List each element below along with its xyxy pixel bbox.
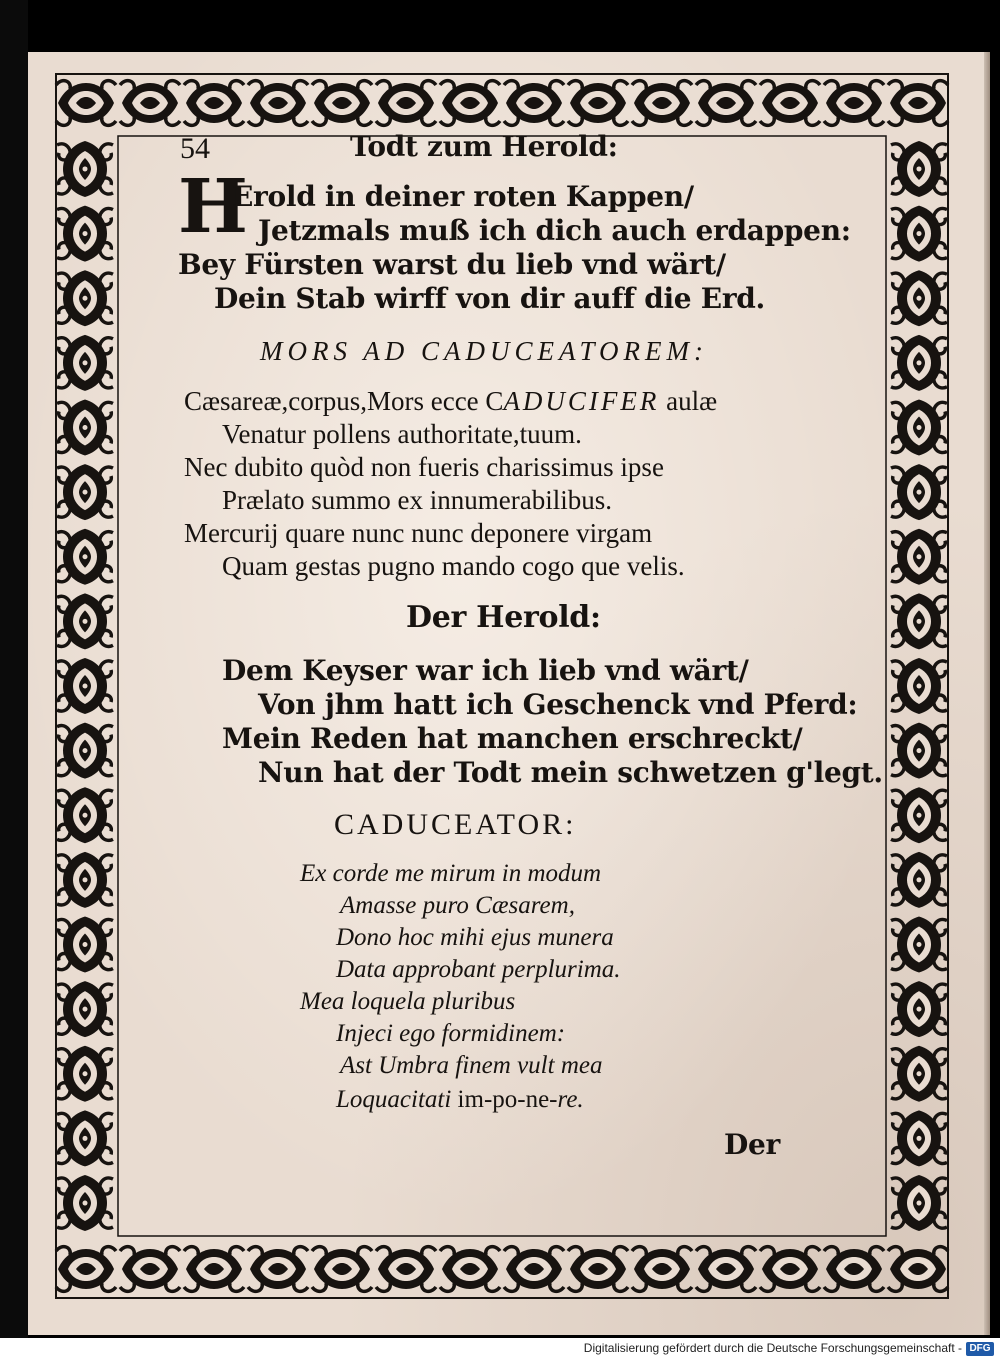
verse-line: Bey Fürsten warst du lieb vnd wärt/ [178, 248, 726, 281]
verse-line: Erold in deiner roten Kappen/ [232, 180, 694, 213]
latin-verse-italic: ADUCIFER [503, 386, 660, 416]
section-title-german: Der Herold: [406, 600, 601, 635]
italic-verse-line: Data approbant perplurima. [336, 956, 621, 983]
italic-verse-line: Ast Umbra finem vult mea [340, 1052, 603, 1079]
verse-line: Nun hat der Todt mein schwetzen g'legt. [258, 756, 883, 789]
verse-line: Von jhm hatt ich Geschenck vnd Pferd: [258, 688, 858, 721]
latin-verse-text: aulæ [659, 386, 718, 416]
italic-verse-line: Ex corde me mirum in modum [300, 860, 602, 887]
running-head: Todt zum Herold: [350, 130, 618, 163]
latin-verse-line [184, 386, 717, 417]
book-page [28, 52, 990, 1335]
dfg-logo-icon: DFG [966, 1342, 994, 1356]
italic-verse-line: Injeci ego formidinem: [336, 1020, 566, 1047]
italic-verse-line: Dono hoc mihi ejus munera [336, 924, 614, 951]
book-spine-shadow [0, 0, 28, 1340]
latin-verse-text: Cæsareæ,corpus,Mors ecce C [184, 386, 504, 416]
italic-verse-line: Amasse puro Cæsarem, [340, 892, 575, 919]
footer-bar [0, 1338, 1000, 1360]
latin-verse-line: Nec dubito quòd non fueris charissimus ipse [184, 452, 664, 482]
italic-verse-line: Mea loquela pluribus [300, 988, 516, 1015]
verse-line: Jetzmals muß ich dich auch erdappen: [258, 214, 851, 247]
italic-verse-text: Loquacitati [336, 1086, 458, 1113]
verse-line: Dein Stab wirff von dir auff die Erd. [214, 282, 765, 315]
drop-cap: H [178, 164, 248, 250]
roman-verse-text: im-po-ne- [457, 1086, 558, 1113]
latin-verse-line: Quam gestas pugno mando cogo que velis. [222, 551, 685, 581]
latin-verse-line: Mercurij quare nunc nunc deponere virgam [184, 518, 653, 548]
verse-line: Dem Keyser war ich lieb vnd wärt/ [222, 654, 749, 687]
section-title-latin: MORS AD CADUCEATOREM: [260, 336, 708, 366]
verse-line: Mein Reden hat manchen erschreckt/ [222, 722, 803, 755]
footer-credit: Digitalisierung gefördert durch die Deutsche Forschungsgemeinschaft - [583, 1341, 962, 1355]
page-number: 54 [180, 132, 210, 165]
latin-verse-line: Venatur pollens authoritate,tuum. [222, 419, 582, 449]
latin-verse-line: Prælato summo ex innumerabilibus. [222, 485, 612, 515]
catchword: Der [724, 1128, 780, 1161]
italic-verse-text: re. [557, 1086, 584, 1113]
text-block [28, 52, 990, 1335]
italic-verse-line [336, 1084, 584, 1114]
section-title-caduceator: CADUCEATOR: [334, 808, 577, 841]
